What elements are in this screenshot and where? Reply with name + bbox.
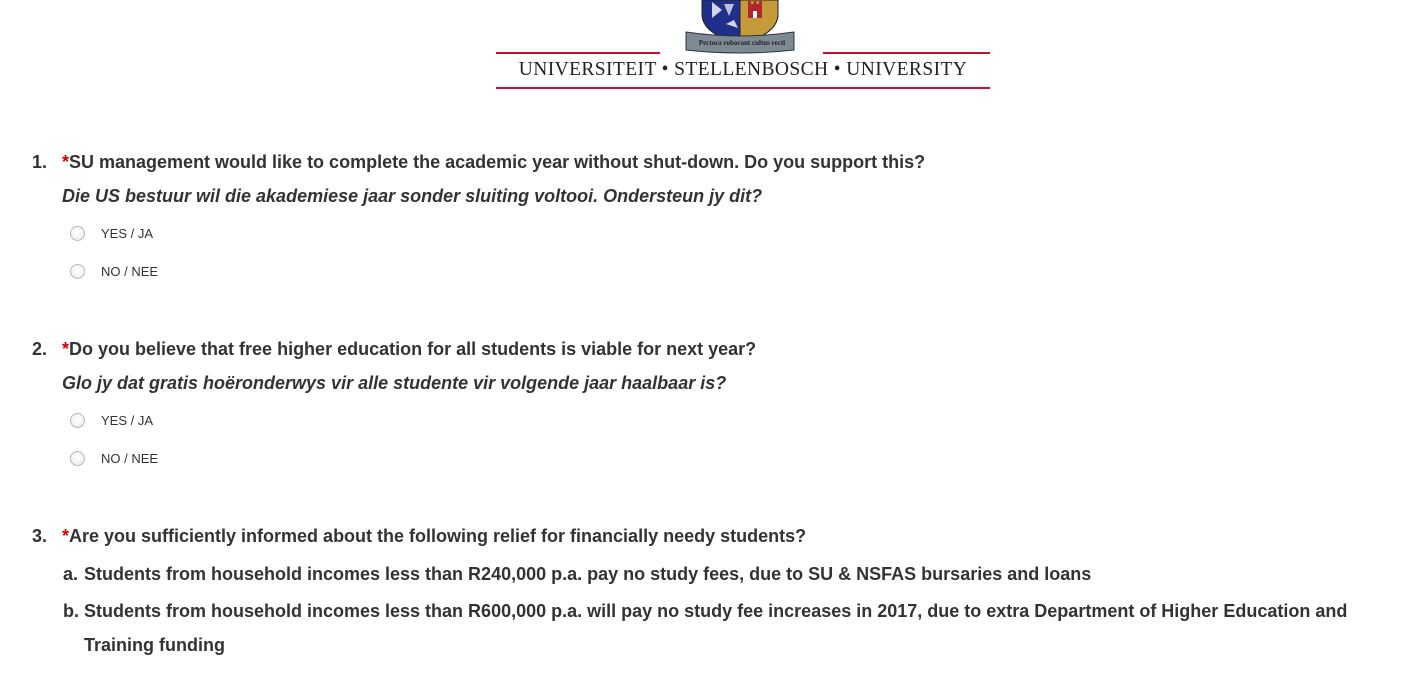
question-number: 3. [32, 526, 48, 546]
question-number: 1. [32, 152, 48, 172]
radio-button[interactable] [70, 226, 85, 241]
question-translation: Die US bestuur wil die akademiese jaar sonder sluiting voltooi. Ondersteun jy dit? [62, 186, 763, 206]
list-item-text: Students from household incomes less than R600,000 p.a. will pay no study fee increases in 2017, due to extra Department of Higher Education and Training funding [84, 601, 1348, 655]
option-label: YES / JA [101, 225, 154, 241]
option-yes[interactable] [70, 410, 153, 430]
question-label: SU management would like to complete the academic year without shut-down. Do you support this? [69, 152, 926, 172]
rule-line [496, 52, 660, 54]
question-label: Are you sufficiently informed about the following relief for financially needy students? [69, 526, 807, 546]
question-label: Do you believe that free higher education for all students is viable for next year? [69, 339, 757, 359]
rule-line [496, 87, 990, 89]
option-label: NO / NEE [101, 263, 159, 279]
radio-button[interactable] [70, 264, 85, 279]
list-item-letter: a. [63, 564, 79, 584]
option-no[interactable] [70, 261, 158, 281]
question-text [62, 526, 806, 547]
crest-icon [682, 0, 800, 56]
list-item-letter: b. [63, 601, 79, 621]
motto-text: Pectora roborant cultus recti [698, 39, 786, 47]
question-number: 2. [32, 339, 48, 359]
required-marker: * [62, 152, 70, 172]
option-no[interactable] [70, 448, 158, 468]
university-logo [496, 0, 990, 92]
required-marker: * [62, 526, 70, 546]
option-label: YES / JA [101, 412, 154, 428]
required-marker: * [62, 339, 70, 359]
question-text [62, 339, 756, 360]
option-yes[interactable] [70, 223, 153, 243]
option-label: NO / NEE [101, 450, 159, 466]
question-translation: Glo jy dat gratis hoëronderwys vir alle studente vir volgende jaar haalbaar is? [62, 373, 727, 393]
question-text [62, 152, 925, 173]
rule-line [823, 52, 990, 54]
radio-button[interactable] [70, 451, 85, 466]
radio-button[interactable] [70, 413, 85, 428]
list-item-text: Students from household incomes less than R240,000 p.a. pay no study fees, due to SU & NSFAS bursaries and loans [84, 564, 1092, 584]
university-name: UNIVERSITEIT • STELLENBOSCH • UNIVERSITY [518, 59, 968, 80]
